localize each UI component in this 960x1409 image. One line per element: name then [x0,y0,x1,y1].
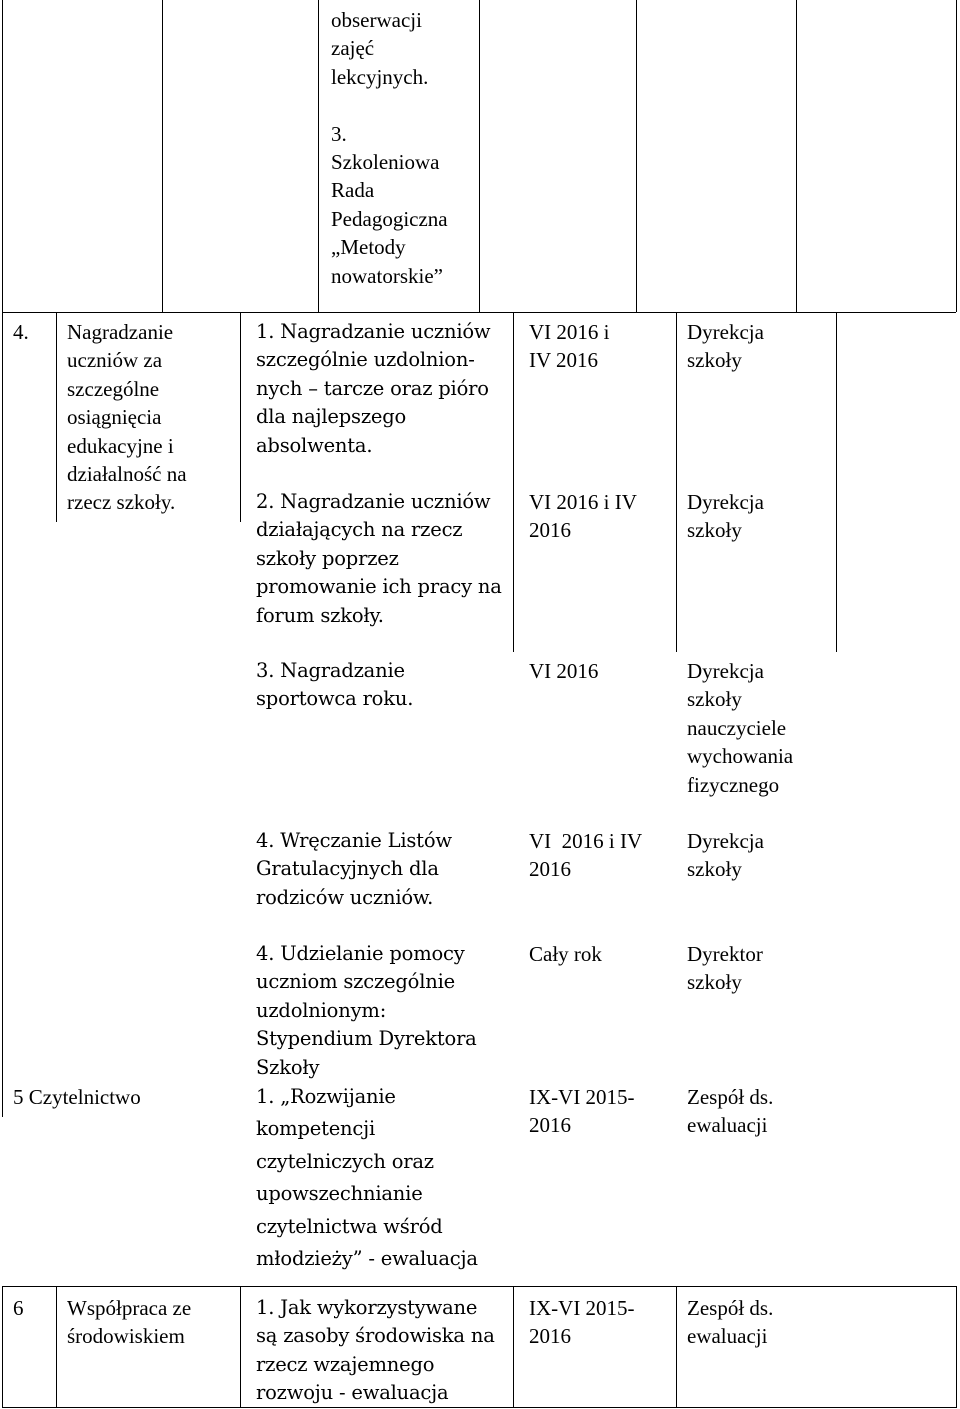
task-line: rozwoju - ewaluacja [256,1381,449,1405]
task-line: rodziców uczniów. [256,885,434,909]
row4-task5-responsible [687,940,763,997]
responsible-line: Dyrekcja [687,320,764,344]
row6-number [13,1294,24,1322]
task-line: 2. Nagradzanie uczniów [256,490,491,513]
task-line: Stypendium Dyrektora [256,1027,477,1051]
row-label: 5 Czytelnictwo [13,1085,141,1109]
task-line: promowanie ich pracy na [256,575,502,599]
method-line: Szkoleniowa [331,150,440,175]
area-line: Nagradzanie [67,320,174,344]
area-line: Współpraca ze [67,1296,192,1320]
responsible-line: Dyrekcja [687,829,764,853]
responsible-line: szkoły [687,518,742,543]
responsible-line: Dyrekcja [687,490,764,514]
term-line: VI 2016 i IV [529,490,637,514]
method-line: obserwacji [331,8,422,32]
task-line: uzdolnionym: [256,998,387,1022]
task-line: 1. Jak wykorzystywane [256,1296,478,1319]
responsible-line: Zespół ds. [687,1296,774,1320]
row-number: 4. [13,320,29,344]
row4-task3-responsible [687,657,793,799]
row4-task3-cell [256,657,413,714]
task-line: 4. Udzielanie pomocy [256,942,465,965]
method-line: zajęć [331,36,375,61]
term-line: VI 2016 i IV [529,829,643,853]
row4-task2-cell [256,488,502,630]
responsible-line: wychowania [687,744,794,769]
method-line [331,91,448,119]
term-line: IX-VI 2015- [529,1296,635,1320]
term-line: 2016 [529,857,571,882]
row5-term [529,1083,635,1140]
task-line: działających na rzecz [256,518,463,542]
task-line: są zasoby środowiska na [256,1324,495,1348]
row4-area-cell [67,318,187,517]
top-fragment-method-cell [331,6,448,290]
method-line: Pedagogiczna [331,206,448,231]
area-line: edukacyjne i [67,433,174,458]
term-line: IX-VI 2015- [529,1085,635,1109]
row4-task1-cell [256,318,490,460]
task-line: kompetencji [256,1117,376,1141]
row-number: 6 [13,1296,24,1320]
term-line: VI 2016 i [529,320,610,344]
row4-task5-cell [256,940,477,1082]
task-line: 1. „Rozwijanie [256,1085,396,1108]
row4-task3-term [529,657,598,685]
responsible-line: szkoły [687,970,742,995]
row5-responsible [687,1083,773,1140]
row4-task4-cell [256,827,452,912]
task-line: absolwenta. [256,433,373,457]
area-line: szczególne [67,376,160,401]
row6-area-cell [67,1294,191,1351]
task-line: szczególnie uzdolnion- [256,348,475,372]
responsible-line: Dyrekcja [687,659,764,683]
row4-task1-responsible [687,318,764,375]
responsible-line: fizycznego [687,772,780,797]
row6-responsible [687,1294,773,1351]
task-line: czytelniczych oraz [256,1149,434,1173]
method-line: lekcyjnych. [331,64,429,89]
task-line: 1. Nagradzanie uczniów [256,320,491,343]
row4-task1-term [529,318,610,375]
task-line: szkoły poprzez [256,546,399,570]
task-line: Szkoły [256,1055,320,1079]
row4-number [13,318,29,346]
row6-task-cell [256,1294,495,1408]
area-line: środowiskiem [67,1324,185,1349]
method-line: 3. [331,121,347,146]
task-line: uczniom szczególnie [256,970,455,994]
task-line: 3. Nagradzanie [256,659,405,682]
task-line: upowszechnianie [256,1182,423,1206]
task-line: forum szkoły. [256,603,384,627]
row5-label [13,1083,141,1111]
term-line: 2016 [529,518,571,543]
responsible-line: ewaluacji [687,1113,768,1138]
method-line: Rada [331,178,375,203]
row4-task2-term [529,488,637,545]
task-line: dla najlepszego [256,405,407,429]
term-line: IV 2016 [529,348,599,373]
task-line: 4. Wręczanie Listów [256,829,452,852]
task-line: sportowca roku. [256,687,414,711]
row6-term [529,1294,635,1351]
task-line: nych – tarcze oraz pióro [256,376,489,400]
method-line: nowatorskie” [331,263,443,288]
responsible-line: szkoły [687,687,742,712]
area-line: działalność na [67,462,187,487]
term-line: Cały rok [529,942,602,966]
task-line: Gratulacyjnych dla [256,857,439,881]
row4-task5-term [529,940,602,968]
term-line: VI 2016 [529,659,599,683]
area-line: osiągnięcia [67,405,162,430]
term-line: 2016 [529,1324,571,1349]
row5-task-cell [256,1081,478,1275]
responsible-line: szkoły [687,348,742,373]
task-line: czytelnictwa wśród [256,1214,443,1238]
responsible-line: nauczyciele [687,715,787,740]
term-line: 2016 [529,1113,571,1138]
task-line: rzecz wzajemnego [256,1352,435,1376]
row4-task2-responsible [687,488,764,545]
task-line: młodzieży” - ewaluacja [256,1247,478,1271]
row4-task4-term [529,827,642,884]
area-line: rzecz szkoły. [67,490,176,515]
responsible-line: Zespół ds. [687,1085,774,1109]
responsible-line: Dyrektor [687,942,763,966]
responsible-line: szkoły [687,857,742,882]
row4-task4-responsible [687,827,764,884]
area-line: uczniów za [67,348,163,373]
method-line: „Metody [331,235,406,260]
responsible-line: ewaluacji [687,1324,768,1349]
